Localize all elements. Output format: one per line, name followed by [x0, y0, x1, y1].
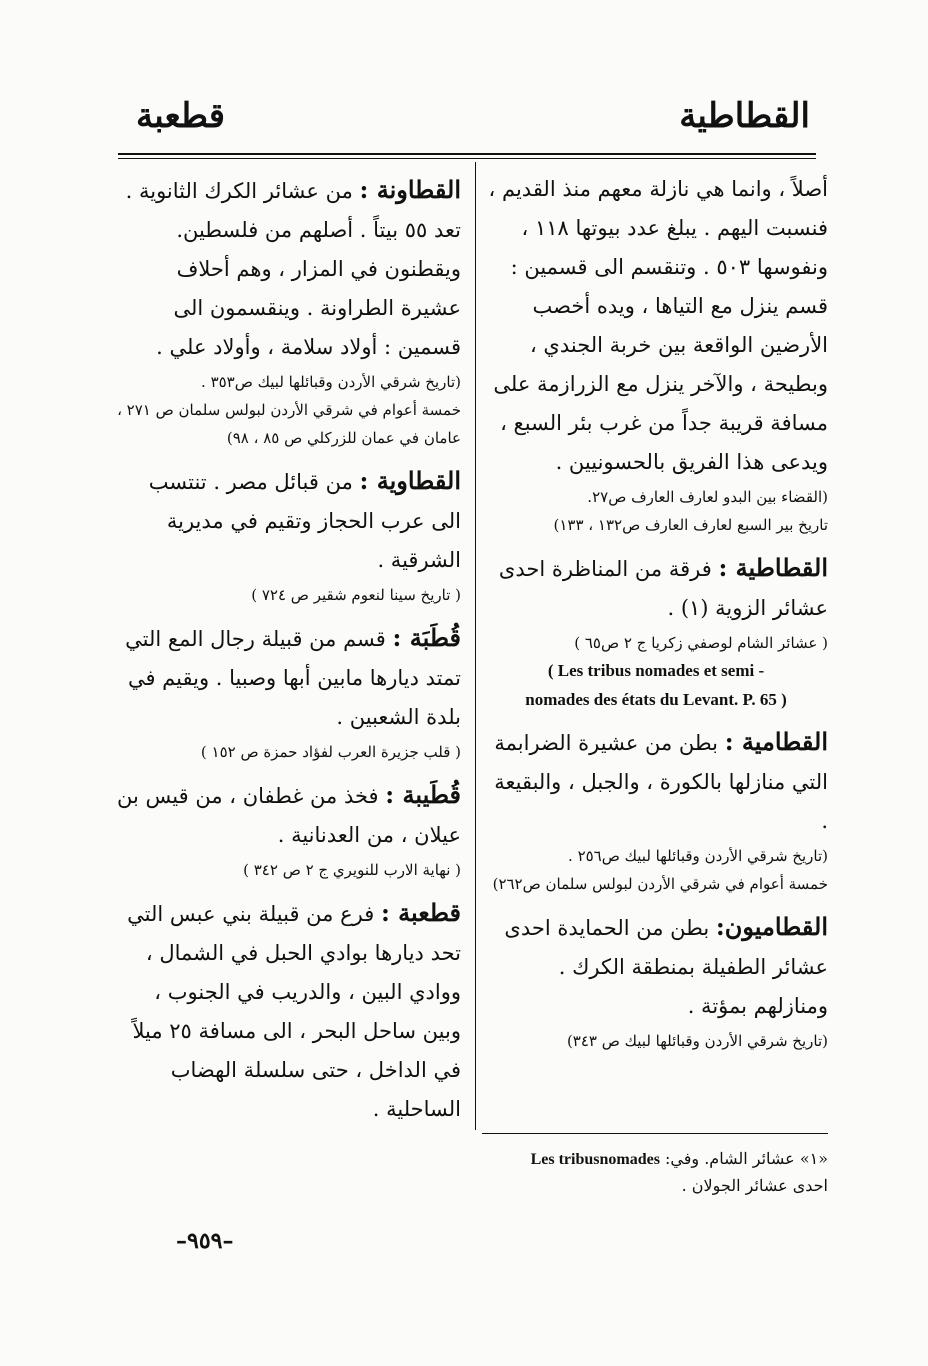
- entry-text: بطن من الحمايدة احدى عشائر الطفيلة بمنطقة الكرك . ومنازلهم بمؤتة .: [504, 916, 828, 1018]
- entry-text: فخذ من غطفان ، من قيس بن عيلان ، من العدنانية .: [117, 784, 461, 847]
- column-divider: [475, 162, 476, 1130]
- entry-paragraph: [484, 170, 828, 482]
- header-rule-thin: [118, 158, 816, 159]
- entry-reference: ( عشائر الشام لوصفي زكريا ج ٢ ص٦٥ ): [574, 634, 828, 652]
- entry-headword: قطعبة :: [380, 898, 461, 927]
- footnote-line-1: [484, 1146, 828, 1173]
- entry-paragraph: [117, 775, 461, 855]
- entry-reference: ( قلب جزيرة العرب لفؤاد حمزة ص ١٥٢ ): [200, 743, 461, 761]
- right-column: [484, 170, 828, 1064]
- entry-reference: (تاريخ شرقي الأردن وقبائلها لبيك ص٣٥٣ .: [201, 373, 461, 391]
- entry-text: فرقة من المناظرة احدى عشائر الزوية (١) .: [498, 557, 828, 620]
- entry-reference: (تاريخ شرقي الأردن وقبائلها لبيك ص٢٥٦ .: [568, 847, 828, 865]
- footnote-line-2: احدى عشائر الجولان .: [681, 1176, 828, 1195]
- entry-headword: القطاونة :: [359, 175, 461, 204]
- entry-paragraph: [117, 893, 461, 1129]
- entry-reference: عامان في عمان للزركلي ص ٨٥ ، ٩٨): [226, 429, 461, 447]
- footnote-marker: «١» عشائر الشام. وفي:: [665, 1149, 828, 1168]
- dictionary-entry: [117, 170, 461, 451]
- entry-text: من قبائل مصر . تنتسب الى عرب الحجاز وتقيم في مديرية الشرقية .: [148, 470, 461, 572]
- entry-paragraph: [484, 722, 828, 841]
- dictionary-entry: [484, 548, 828, 712]
- entry-paragraph: [484, 907, 828, 1026]
- dictionary-entry: [117, 461, 461, 608]
- footnote-rule: [482, 1133, 828, 1134]
- entry-paragraph: [117, 618, 461, 737]
- entry-headword: قُطَيبة :: [385, 780, 461, 809]
- footnote: [484, 1146, 828, 1199]
- entry-paragraph: [484, 548, 828, 628]
- entry-reference: خمسة أعوام في شرقي الأردن لبولس سلمان ص٢٦٢): [492, 875, 828, 893]
- entry-reference: (تاريخ شرقي الأردن وقبائلها لبيك ص ٣٤٣): [566, 1032, 828, 1050]
- running-header-right: القطاطية: [679, 96, 810, 136]
- entry-paragraph: [117, 170, 461, 367]
- entry-text: فرع من قبيلة بني عبس التي تحد ديارها بوادي الحبل في الشمال ، ووادي البين ، والدريب في الجنوب ، وبين ساحل البحر ، الى مسافة ٢٥ ميلاً في الداخل ، حتى سلسلة الهضاب الساحلية .: [127, 902, 461, 1121]
- dictionary-entry: [484, 170, 828, 538]
- running-header-left: قطعبة: [136, 96, 226, 136]
- footnote-latin: Les tribusnomades: [530, 1151, 660, 1168]
- header-rule-thick: [118, 153, 816, 155]
- dictionary-entry: [484, 907, 828, 1054]
- entry-text: من عشائر الكرك الثانوية . تعد ٥٥ بيتاً . أصلهم من فلسطين. ويقطنون في المزار ، وهم أحلاف عشيرة الطراونة . وينقسمون الى قسمين : أولاد سلامة ، وأولاد علي .: [125, 179, 461, 359]
- dictionary-entry: [117, 893, 461, 1129]
- entry-latin-reference: nomades des états du Levant. P. 65 ): [525, 690, 787, 709]
- dictionary-entry: [117, 618, 461, 765]
- entry-headword: القطاطية :: [718, 553, 828, 582]
- entry-reference: ( تاريخ سينا لنعوم شقير ص ٧٢٤ ): [251, 586, 461, 604]
- entry-text: بطن من عشيرة الضرابمة التي منازلها بالكورة ، والجبل ، والبقيعة .: [494, 731, 828, 833]
- entry-latin-reference: ( Les tribus nomades et semi -: [547, 661, 765, 680]
- entry-reference: تاريخ بير السبع لعارف العارف ص١٣٢ ، ١٣٣): [553, 516, 828, 534]
- entry-headword: القطاميون:: [715, 912, 828, 941]
- dictionary-entry: [117, 775, 461, 883]
- entry-headword: القطاوية :: [359, 466, 461, 495]
- entry-reference: خمسة أعوام في شرقي الأردن لبولس سلمان ص ٢٧١ ،: [117, 401, 461, 419]
- entry-headword: القطامية :: [724, 727, 828, 756]
- entry-text: أصلاً ، وانما هي نازلة معهم منذ القديم ، فنسبت اليهم . يبلغ عدد بيوتها ١١٨ ، ونفوسها ٥٠٣ . وتنقسم الى قسمين : قسم ينزل مع التياها ، ويده أخصب الأرضين الواقعة بين خربة الجندي ، وبطيحة ، والآخر ينزل مع الزرازمة على مسافة قريبة جداً من غرب بئر السبع ، ويدعى هذا الفريق بالحسونيين .: [488, 177, 828, 474]
- dictionary-entry: [484, 722, 828, 897]
- entry-headword: قُطَبَة :: [392, 623, 461, 652]
- left-column: [117, 170, 461, 1139]
- page-number: –٩٥٩–: [176, 1228, 234, 1254]
- entry-reference: ( نهاية الارب للنويري ج ٢ ص ٣٤٢ ): [243, 861, 461, 879]
- entry-text: قسم من قبيلة رجال المع التي تمتد ديارها مابين أبها وصبيا . ويقيم في بلدة الشعبين .: [125, 627, 461, 729]
- entry-reference: (القضاء بين البدو لعارف العارف ص٢٧.: [587, 488, 828, 506]
- entry-paragraph: [117, 461, 461, 580]
